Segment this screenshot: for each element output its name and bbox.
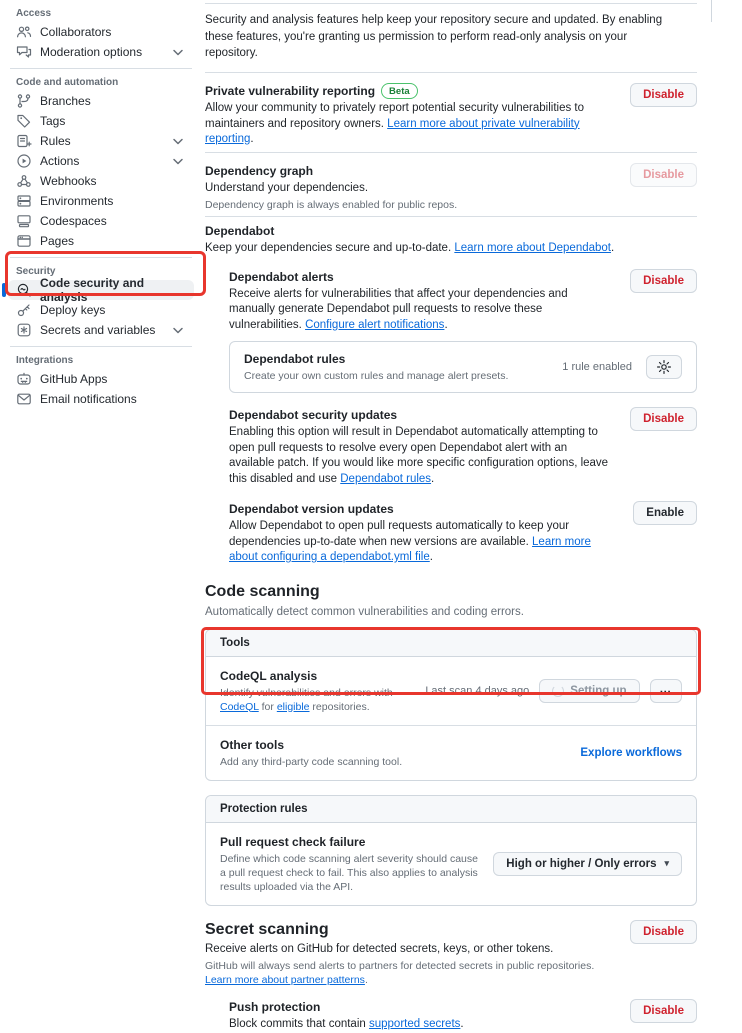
desc-text: . bbox=[460, 1018, 464, 1031]
sidebar-item-label: Secrets and variables bbox=[40, 323, 156, 337]
card-title: Dependabot rules bbox=[244, 352, 346, 367]
desc-text: Receive alerts for vulnerabilities that affect your dependencies and manually generate Dependabot pull requests to resolve these vulnerabilities. bbox=[229, 287, 568, 331]
feature-title: Dependabot bbox=[205, 224, 275, 239]
rule-title: Pull request check failure bbox=[220, 834, 366, 849]
chevron-down-icon bbox=[170, 322, 186, 338]
sidebar-section-security bbox=[8, 266, 194, 340]
dependabot-rules-settings-button[interactable] bbox=[646, 355, 682, 379]
feature-description: Understand your dependencies. bbox=[205, 181, 369, 194]
browser-icon bbox=[16, 233, 32, 249]
supported-secrets-link[interactable]: supported secrets bbox=[368, 1018, 461, 1031]
sidebar-item-deploy-keys[interactable] bbox=[8, 300, 194, 320]
secret-scanning-description: Receive alerts on GitHub for detected secrets, keys, or other tokens. bbox=[205, 942, 554, 955]
severity-dropdown[interactable] bbox=[493, 852, 682, 876]
feature-title: Dependabot version updates bbox=[229, 502, 394, 517]
gear-icon bbox=[656, 359, 672, 375]
desc-text: . bbox=[429, 551, 433, 564]
sidebar-item-collaborators[interactable] bbox=[8, 22, 194, 42]
code-scanning-section bbox=[205, 582, 697, 906]
caret-down-icon: ▾ bbox=[664, 858, 669, 869]
sidebar-item-label: Actions bbox=[40, 154, 80, 168]
sidebar-item-label: GitHub Apps bbox=[40, 372, 108, 386]
desc-text: Keep your dependencies secure and up-to-date. bbox=[205, 242, 455, 255]
sidebar-item-label: Rules bbox=[40, 134, 71, 148]
rules-icon bbox=[16, 133, 32, 149]
tool-title: CodeQL analysis bbox=[220, 668, 318, 683]
feature-title: Dependency graph bbox=[205, 163, 314, 178]
sidebar-item-label: Code security and analysis bbox=[40, 276, 145, 304]
feature-title: Dependabot security updates bbox=[229, 408, 398, 423]
sidebar-item-tags[interactable] bbox=[8, 111, 194, 131]
desc-text: . bbox=[250, 133, 254, 146]
sidebar-item-code-security-and-analysis[interactable] bbox=[8, 276, 194, 304]
comment-discussion-icon bbox=[16, 44, 32, 60]
sidebar-item-webhooks[interactable] bbox=[8, 171, 194, 191]
setting-up-label: Setting up bbox=[570, 684, 627, 697]
sidebar-divider bbox=[10, 68, 192, 69]
secrets-icon bbox=[16, 322, 32, 338]
feature-description bbox=[229, 519, 617, 566]
private-vulnerability-reporting-section bbox=[205, 73, 697, 152]
chevron-down-icon bbox=[170, 153, 186, 169]
explore-workflows-link[interactable]: Explore workflows bbox=[580, 746, 682, 759]
server-icon bbox=[16, 193, 32, 209]
sidebar-divider bbox=[10, 346, 192, 347]
sidebar-section-integrations bbox=[8, 355, 194, 409]
dependabot-alerts-block bbox=[229, 269, 697, 566]
scrollbar[interactable] bbox=[711, 0, 712, 22]
pvr-disable-button[interactable]: Disable bbox=[630, 83, 697, 107]
sidebar-item-branches[interactable] bbox=[8, 91, 194, 111]
sidebar-item-label: Pages bbox=[40, 234, 75, 248]
tool-description: Add any third-party code scanning tool. bbox=[220, 755, 403, 768]
dependabot-rules-link[interactable]: Dependabot rules bbox=[340, 472, 432, 485]
sidebar-item-rules[interactable] bbox=[8, 131, 194, 151]
feature-description bbox=[229, 425, 614, 487]
feature-description bbox=[205, 101, 614, 148]
sidebar-item-label: Moderation options bbox=[40, 45, 143, 59]
dependency-graph-section bbox=[205, 153, 697, 217]
sidebar-item-label: Tags bbox=[40, 114, 66, 128]
pull-request-check-failure-row bbox=[206, 823, 696, 905]
card-description: Create your own custom rules and manage alert presets. bbox=[244, 370, 509, 383]
feature-description bbox=[229, 287, 614, 334]
section-label-integrations: Integrations bbox=[16, 355, 74, 366]
key-icon bbox=[16, 302, 32, 318]
rules-enabled-count: 1 rule enabled bbox=[562, 361, 632, 374]
protection-rules-header: Protection rules bbox=[206, 796, 696, 823]
dependabot-yml-learn-more-link[interactable]: Learn more about configuring a dependabot.yml file bbox=[229, 535, 591, 564]
feature-title: Push protection bbox=[229, 1000, 321, 1015]
desc-text: Identify vulnerabilities and errors with bbox=[220, 686, 393, 699]
desc-text: GitHub will always send alerts to partners for detected secrets in public repositories. bbox=[205, 960, 595, 973]
sidebar-item-pages[interactable] bbox=[8, 231, 194, 251]
desc-text: . bbox=[364, 974, 368, 987]
section-label-security: Security bbox=[16, 266, 56, 277]
dependabot-security-updates-block bbox=[229, 407, 697, 487]
setting-up-button bbox=[539, 679, 639, 703]
secret-scanning-disable-button[interactable]: Disable bbox=[630, 920, 697, 944]
desc-text: Allow Dependabot to open pull requests automatically to keep your dependencies up-to-date when new versions are available. bbox=[229, 520, 570, 548]
dependabot-rules-card bbox=[229, 341, 697, 393]
sidebar-item-label: Deploy keys bbox=[40, 303, 106, 317]
rule-description: Define which code scanning alert severity should cause a pull request check to fail. This also applies to analysis results uploaded via the API. bbox=[220, 852, 478, 893]
pvr-learn-more-link[interactable]: Learn more about private vulnerability reporting bbox=[205, 117, 580, 146]
sidebar-item-label: Codespaces bbox=[40, 214, 107, 228]
codeql-analysis-row bbox=[206, 657, 696, 725]
dependabot-version-updates-enable-button[interactable]: Enable bbox=[633, 501, 697, 525]
desc-text: for bbox=[258, 700, 277, 713]
codeql-kebab-menu-button[interactable] bbox=[650, 679, 683, 703]
play-icon bbox=[16, 153, 32, 169]
section-label-code-and-automation: Code and automation bbox=[16, 77, 119, 88]
beta-badge: Beta bbox=[381, 83, 418, 99]
partner-patterns-link[interactable]: Learn more about partner patterns bbox=[205, 974, 365, 987]
spinner-icon bbox=[552, 685, 564, 697]
push-protection-disable-button[interactable]: Disable bbox=[630, 999, 697, 1023]
sidebar-item-moderation-options[interactable] bbox=[8, 42, 194, 62]
sidebar-item-email-notifications[interactable] bbox=[8, 389, 194, 409]
section-label-access: Access bbox=[16, 8, 52, 19]
desc-text: . bbox=[444, 318, 448, 331]
webhook-icon bbox=[16, 173, 32, 189]
last-scan-text: Last scan 4 days ago bbox=[425, 684, 530, 697]
tool-title: Other tools bbox=[220, 737, 285, 752]
chevron-down-icon bbox=[170, 44, 186, 60]
secret-scanning-note bbox=[205, 959, 614, 987]
desc-text: . bbox=[611, 242, 615, 255]
dependabot-security-updates-disable-button[interactable]: Disable bbox=[630, 407, 697, 431]
secret-scanning-section bbox=[205, 920, 697, 1033]
desc-text: Block commits that contain bbox=[229, 1018, 369, 1031]
desc-text: . bbox=[431, 472, 435, 485]
kebab-icon: ⋯ bbox=[659, 685, 672, 698]
codescan-icon bbox=[16, 282, 32, 298]
tools-box-header: Tools bbox=[206, 630, 696, 657]
sidebar-item-github-apps[interactable] bbox=[8, 369, 194, 389]
code-scanning-subtitle: Automatically detect common vulnerabilities and coding errors. bbox=[205, 605, 524, 618]
desc-text: Enabling this option will result in Dependabot automatically attempting to open pull requests to resolve every open Dependabot alert with an available patch. If you would like more specific configuration options, leave this disabled and use bbox=[229, 426, 609, 485]
dependabot-learn-more-link[interactable]: Learn more about Dependabot bbox=[454, 242, 611, 255]
settings-sidebar bbox=[0, 0, 200, 411]
chevron-down-icon bbox=[170, 133, 186, 149]
codespaces-icon bbox=[16, 213, 32, 229]
sidebar-section-access bbox=[8, 8, 194, 62]
sidebar-item-actions[interactable] bbox=[8, 151, 194, 171]
git-branch-icon bbox=[16, 93, 32, 109]
codeql-link[interactable]: CodeQL bbox=[220, 700, 259, 713]
intro-text: Security and analysis features help keep your repository secure and updated. By enabling these features, you're granting us permission to perform read-only analysis on your repository. bbox=[205, 14, 663, 60]
hubot-icon bbox=[16, 371, 32, 387]
code-scanning-heading: Code scanning bbox=[205, 582, 320, 600]
dependabot-version-updates-block bbox=[229, 501, 697, 566]
sidebar-section-code-and-automation bbox=[8, 77, 194, 251]
feature-description bbox=[229, 1017, 464, 1033]
security-analysis-settings-panel bbox=[205, 3, 697, 1033]
sidebar-item-label: Webhooks bbox=[40, 174, 97, 188]
mail-icon bbox=[16, 391, 32, 407]
secret-scanning-heading: Secret scanning bbox=[205, 920, 329, 938]
feature-description bbox=[205, 241, 697, 257]
other-tools-row bbox=[206, 725, 696, 780]
protection-rules-box bbox=[205, 795, 697, 906]
desc-text: repositories. bbox=[309, 700, 370, 713]
sidebar-item-label: Collaborators bbox=[40, 25, 112, 39]
desc-text: Allow your community to privately report potential security vulnerabilities to maintainers and repository owners. bbox=[205, 102, 585, 130]
sidebar-item-label: Environments bbox=[40, 194, 114, 208]
push-protection-block bbox=[229, 999, 697, 1033]
tools-box bbox=[205, 629, 697, 781]
dependency-graph-disable-button: Disable bbox=[630, 163, 697, 187]
sidebar-item-secrets-and-variables[interactable] bbox=[8, 320, 194, 340]
tool-description bbox=[220, 686, 413, 714]
configure-alert-notifications-link[interactable]: Configure alert notifications bbox=[305, 318, 445, 331]
feature-note: Dependency graph is always enabled for public repos. bbox=[205, 199, 458, 212]
eligible-link[interactable]: eligible bbox=[276, 700, 310, 713]
sidebar-item-label: Branches bbox=[40, 94, 91, 108]
dropdown-value: High or higher / Only errors bbox=[506, 857, 657, 870]
sidebar-divider bbox=[10, 257, 192, 258]
tag-icon bbox=[16, 113, 32, 129]
dependabot-alerts-disable-button[interactable]: Disable bbox=[630, 269, 697, 293]
sidebar-item-label: Email notifications bbox=[40, 392, 137, 406]
dependabot-section bbox=[205, 217, 697, 570]
sidebar-item-environments[interactable] bbox=[8, 191, 194, 211]
feature-title: Dependabot alerts bbox=[229, 269, 334, 284]
people-icon bbox=[16, 24, 32, 40]
feature-title: Private vulnerability reporting bbox=[205, 84, 376, 99]
sidebar-item-codespaces[interactable] bbox=[8, 211, 194, 231]
